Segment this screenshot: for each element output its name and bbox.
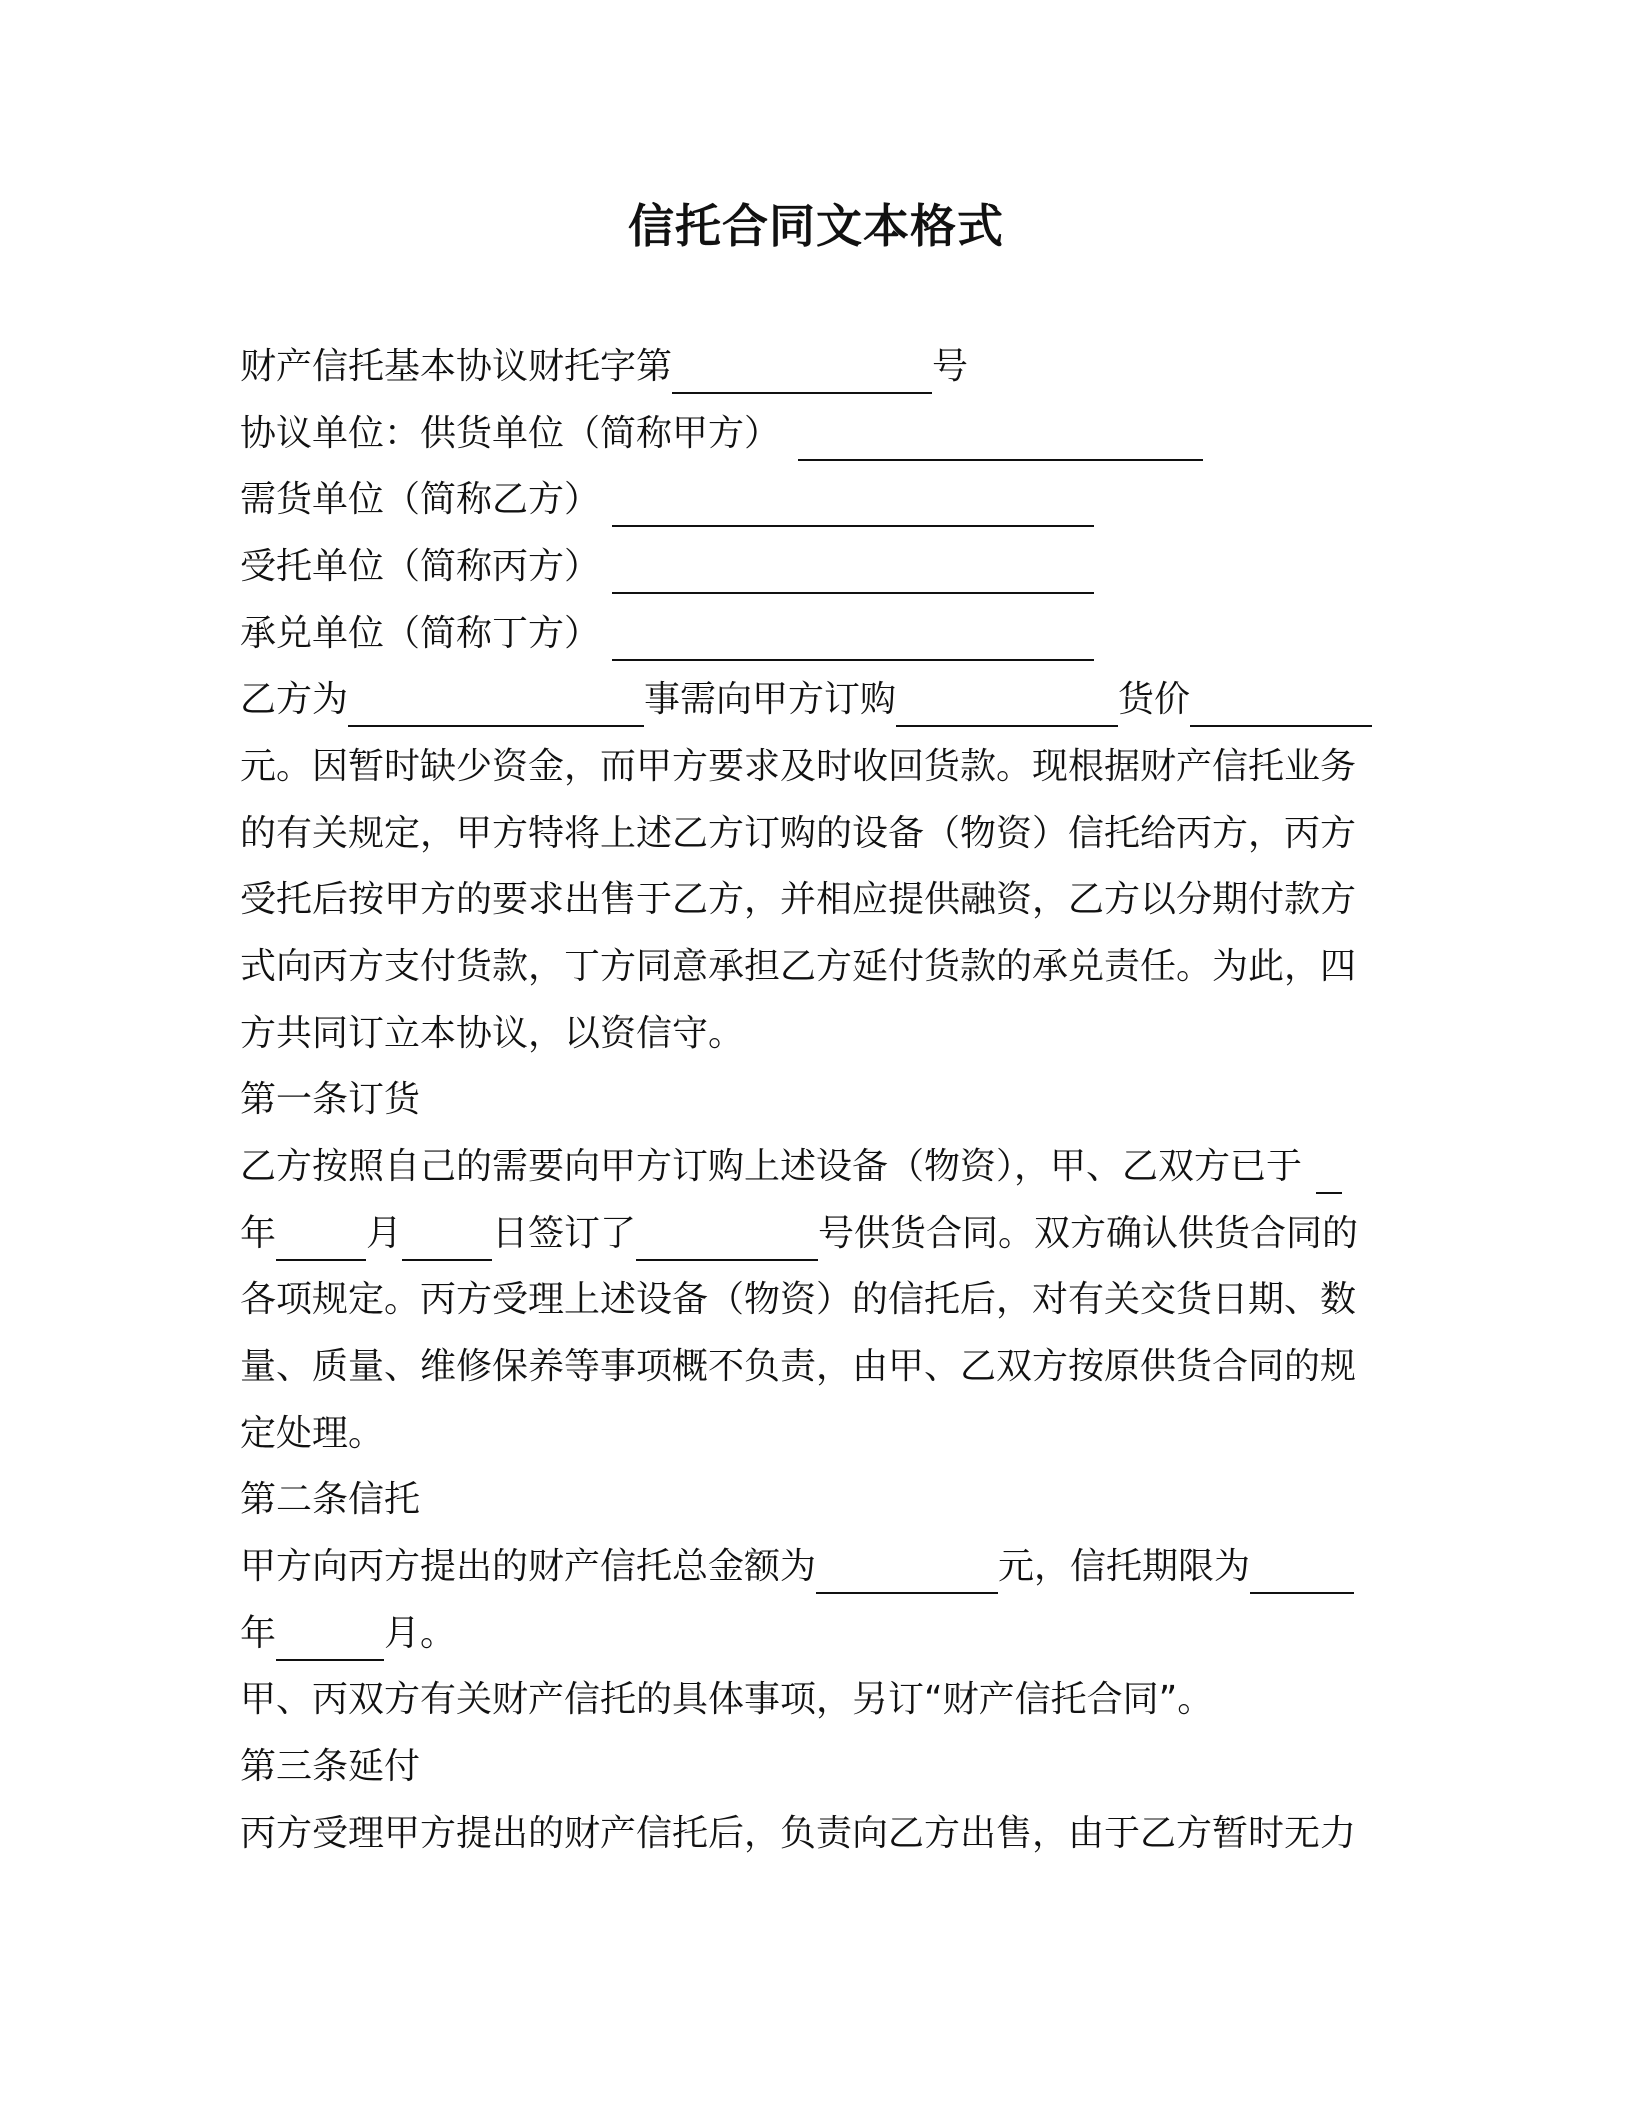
party-b-label: 需货单位（简称乙方） <box>240 479 601 520</box>
article-1-year: 年 <box>240 1213 277 1254</box>
doc-number-prefix: 财产信托基本协议财托字第 <box>240 346 673 387</box>
article-1-text-1: 乙方按照自己的需要向甲方订购上述设备（物资），甲、乙双方已于 <box>240 1146 1303 1187</box>
article-1-line-3: 各项规定。丙方受理上述设备（物资）的信托后，对有关交货日期、数 <box>240 1279 1357 1320</box>
doc-number-blank[interactable] <box>672 333 932 394</box>
doc-number-line <box>240 333 1384 400</box>
trust-amount-blank[interactable] <box>816 1533 998 1594</box>
article-1-month: 月 <box>366 1213 403 1254</box>
preamble-line-1 <box>240 666 1384 733</box>
article-2-text-2: 元，信托期限为 <box>998 1546 1251 1587</box>
article-2-line-3: 甲、丙双方有关财产信托的具体事项，另订“财产信托合同”。 <box>240 1679 1214 1720</box>
article-2-line-2 <box>240 1600 1384 1667</box>
party-d-blank[interactable] <box>612 600 1094 661</box>
article-2-heading: 第二条信托 <box>240 1479 421 1520</box>
article-2-month: 月。 <box>384 1613 457 1654</box>
preamble-line-4: 受托后按甲方的要求出售于乙方，并相应提供融资，乙方以分期付款方 <box>240 879 1357 920</box>
contract-number-blank[interactable] <box>636 1200 818 1261</box>
contract-month-blank[interactable] <box>276 1200 366 1261</box>
preamble-text-3: 货价 <box>1118 679 1191 720</box>
preamble-text-1: 乙方为 <box>240 679 349 720</box>
preamble-line-5: 式向丙方支付货款，丁方同意承担乙方延付货款的承兑责任。为此，四 <box>240 946 1357 987</box>
trust-period-blank[interactable] <box>1250 1533 1354 1594</box>
party-b-line <box>240 466 1384 533</box>
preamble-line-2: 元。因暂时缺少资金，而甲方要求及时收回货款。现根据财产信托业务 <box>240 746 1357 787</box>
article-1-line-4: 量、质量、维修保养等事项概不负责，由甲、乙双方按原供货合同的规 <box>240 1346 1357 1387</box>
article-2-year: 年 <box>240 1613 277 1654</box>
preamble-text-2: 事需向甲方订购 <box>644 679 897 720</box>
article-1-day: 日签订了 <box>492 1213 637 1254</box>
article-1-line-1 <box>240 1133 1384 1200</box>
party-a-blank[interactable] <box>798 400 1203 461</box>
article-1-text-2: 号供货合同。双方确认供货合同的 <box>818 1213 1359 1254</box>
article-2-line-1 <box>240 1533 1384 1600</box>
party-d-label: 承兑单位（简称丁方） <box>240 613 601 654</box>
party-a-label: 协议单位：供货单位（简称甲方） <box>240 413 781 454</box>
contract-year-blank[interactable] <box>1316 1133 1342 1194</box>
party-d-line <box>240 600 1384 667</box>
trust-month-blank[interactable] <box>276 1600 384 1661</box>
article-1-heading: 第一条订货 <box>240 1079 421 1120</box>
party-a-line <box>240 400 1384 467</box>
article-3-line-1: 丙方受理甲方提出的财产信托后，负责向乙方出售，由于乙方暂时无力 <box>240 1813 1357 1854</box>
goods-blank[interactable] <box>896 666 1118 727</box>
purpose-blank[interactable] <box>348 666 644 727</box>
party-c-blank[interactable] <box>612 533 1094 594</box>
preamble-line-6: 方共同订立本协议，以资信守。 <box>240 1013 745 1054</box>
article-2-text-1: 甲方向丙方提出的财产信托总金额为 <box>240 1546 817 1587</box>
article-1-line-5: 定处理。 <box>240 1413 385 1454</box>
doc-number-suffix: 号 <box>932 346 969 387</box>
preamble-line-3: 的有关规定，甲方特将上述乙方订购的设备（物资）信托给丙方，丙方 <box>240 813 1357 854</box>
price-blank[interactable] <box>1190 666 1372 727</box>
article-1-line-2 <box>240 1200 1384 1267</box>
document-title: 信托合同文本格式 <box>628 199 1004 253</box>
party-c-line <box>240 533 1384 600</box>
contract-day-blank[interactable] <box>402 1200 492 1261</box>
article-3-heading: 第三条延付 <box>240 1746 421 1787</box>
party-c-label: 受托单位（简称丙方） <box>240 546 601 587</box>
party-b-blank[interactable] <box>612 466 1094 527</box>
